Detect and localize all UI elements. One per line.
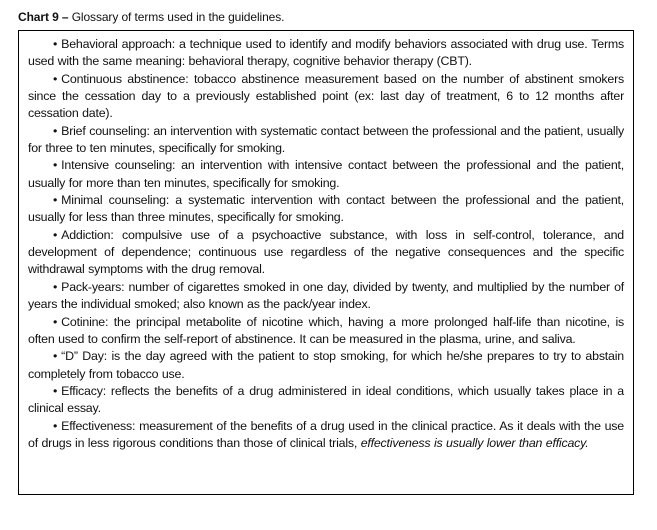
glossary-definition: : an intervention with systematic contact between the professional and the patient, usually for three to ten minutes, specifically for smoking. — [28, 123, 625, 156]
glossary-list — [28, 36, 624, 452]
glossary-item — [28, 418, 624, 453]
glossary-definition: : number of cigarettes smoked in one day, divided by twenty, and multiplied by the number of years the individual smoked; also known as the pack/year index. — [28, 279, 624, 312]
glossary-term: Efficacy — [61, 383, 103, 398]
glossary-item — [28, 192, 624, 227]
glossary-box — [18, 30, 634, 495]
glossary-item — [28, 227, 624, 279]
bullet-icon: • — [53, 71, 58, 86]
glossary-term: Cotinine — [61, 314, 106, 329]
glossary-term: Addiction — [61, 227, 111, 242]
glossary-definition: : is the day agreed with the patient to stop smoking, for which he/she prepares to try to abstain completely from tobacco use. — [28, 349, 624, 381]
glossary-definition: : a systematic intervention with contact between the professional and the patient, usually for less than three minutes, specifically for smoking. — [28, 193, 624, 225]
bullet-icon: • — [53, 279, 58, 294]
glossary-definition: : an intervention with intensive contact between the professional and the patient, usually for more than ten minutes, specifically for smoking. — [28, 158, 624, 190]
glossary-definition: : tobacco abstinence measurement based on the number of abstinent smokers since the cessation day to a previously established point (ex: last day of treatment, 6 to 12 months after cessation date). — [28, 71, 624, 121]
glossary-term: Minimal counseling — [61, 193, 166, 208]
bullet-icon: • — [53, 227, 58, 242]
bullet-icon: • — [53, 418, 58, 433]
chart-caption — [18, 10, 634, 25]
glossary-item — [28, 279, 624, 314]
glossary-term: “D” Day — [61, 349, 104, 364]
bullet-icon: • — [53, 193, 58, 208]
glossary-definition: : reflects the benefits of a drug administered in ideal conditions, which usually takes place in a clinical essay. — [28, 383, 624, 416]
glossary-item — [28, 157, 624, 192]
glossary-item — [28, 383, 624, 418]
glossary-definition-italic: effectiveness is usually lower than efficacy. — [360, 435, 589, 450]
glossary-term: Pack-years — [61, 279, 122, 294]
glossary-definition: : measurement of the benefits of a drug used in the clinical practice. As it deals with the use of drugs in less rigorous conditions than those of clinical trials, — [28, 418, 624, 450]
glossary-term: Intensive counseling — [61, 158, 173, 173]
bullet-icon: • — [53, 349, 58, 364]
glossary-term: Behavioral approach — [61, 37, 172, 51]
glossary-definition: : the principal metabolite of nicotine which, having a more prolonged half-life than nicotine, is often used to confirm the self-report of abstinence. It can be measured in the plasma, urine, and saliva. — [28, 314, 624, 346]
glossary-item — [28, 36, 624, 71]
glossary-definition: : a technique used to identify and modify behaviors associated with drug use. Terms used with the same meaning: behavioral therapy, cognitive behavior therapy (CBT). — [28, 37, 624, 69]
glossary-term: Effectiveness — [61, 418, 133, 433]
chart-number-label: Chart 9 – — [18, 10, 69, 24]
glossary-definition: : compulsive use of a psychoactive substance, with loss in self-control, tolerance, and development of dependence; continuous use regardless of the negative consequences and the specific withdrawal symptoms with the drug removal. — [28, 227, 624, 277]
bullet-icon: • — [53, 314, 58, 329]
glossary-term: Brief counseling — [61, 123, 147, 138]
chart-title: Glossary of terms used in the guidelines. — [71, 10, 285, 24]
glossary-item — [28, 71, 624, 123]
bullet-icon: • — [53, 37, 58, 51]
glossary-term: Continuous abstinence — [61, 71, 186, 86]
bullet-icon: • — [53, 158, 58, 173]
bullet-icon: • — [53, 123, 58, 138]
glossary-item — [28, 123, 624, 158]
bullet-icon: • — [53, 383, 58, 398]
glossary-item — [28, 314, 624, 349]
glossary-item — [28, 348, 624, 383]
